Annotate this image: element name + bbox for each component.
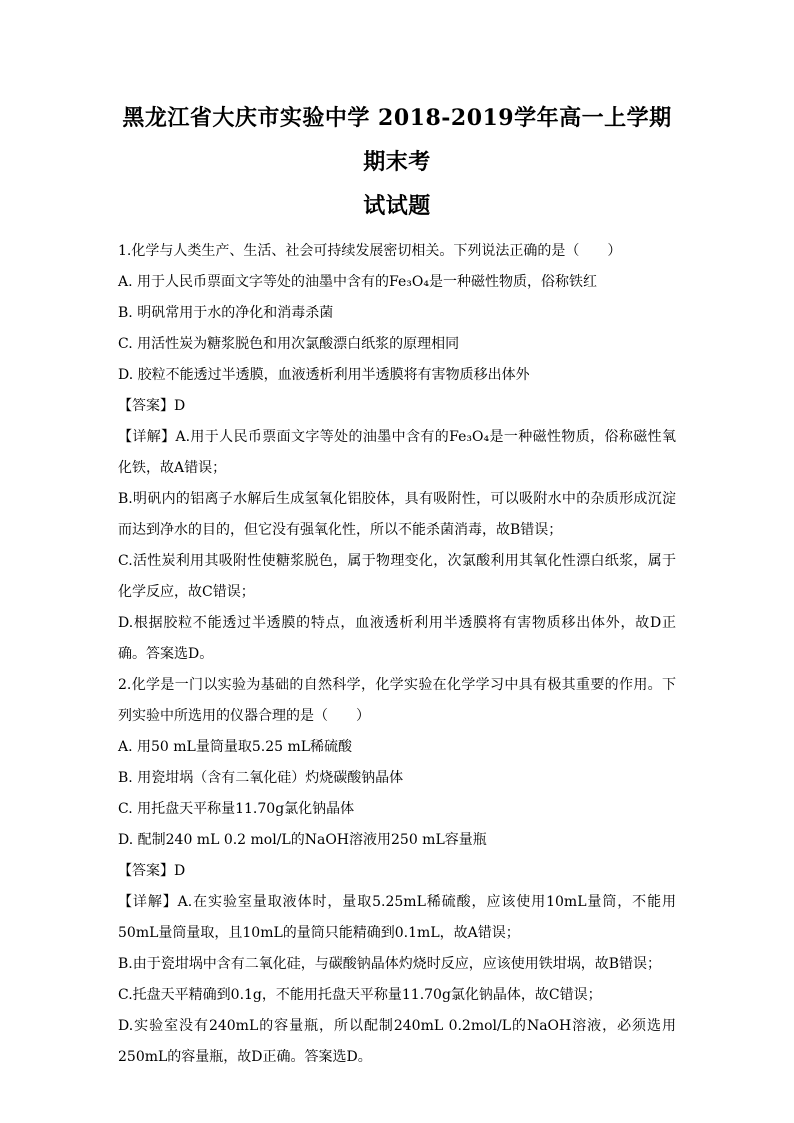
answer: 【答案】D: [118, 863, 186, 879]
question-stem: 2.化学是一门以实验为基础的自然科学，化学实验在化学学习中具有极其重要的作用。下列实验中所选用的仪器合理的是（ ）: [118, 677, 676, 724]
explanation-b: B.由于瓷坩埚中含有二氧化硅，与碳酸钠晶体灼烧时反应，应该使用铁坩埚，故B错误；: [118, 956, 662, 972]
option-a: A. 用50 mL量筒量取5.25 mL稀硫酸: [118, 739, 353, 755]
document-title: [118, 96, 676, 228]
question-stem: 1.化学与人类生产、生活、社会可持续发展密切相关。下列说法正确的是（ ）: [118, 243, 622, 259]
explanation-c: C.托盘天平精确到0.1g，不能用托盘天平称量11.70g氯化钠晶体，故C错误；: [118, 987, 602, 1003]
option-b: B. 用瓷坩埚（含有二氧化硅）灼烧碳酸钠晶体: [118, 770, 404, 786]
explanation-d: D.实验室没有240mL的容量瓶，所以配制240mL 0.2mol/L的NaOH溶液，必须选用250mL的容量瓶，故D正确。答案选D。: [118, 1018, 676, 1065]
option-a: A. 用于人民币票面文字等处的油墨中含有的Fe₃O₄是一种磁性物质，俗称铁红: [118, 274, 597, 290]
explanation-a: 【详解】A.在实验室量取液体时，量取5.25mL稀硫酸，应该使用10mL量筒，不能用50mL量筒量取，且10mL的量筒只能精确到0.1mL，故A错误；: [118, 894, 676, 941]
document-body: [118, 236, 676, 1073]
option-d: D. 胶粒不能透过半透膜，血液透析利用半透膜将有害物质移出体外: [118, 367, 530, 383]
explanation-c: C.活性炭利用其吸附性使糖浆脱色，属于物理变化，次氯酸利用其氧化性漂白纸浆，属于化学反应，故C错误；: [118, 553, 676, 600]
option-b: B. 明矾常用于水的净化和消毒杀菌: [118, 305, 334, 321]
option-c: C. 用托盘天平称量11.70g氯化钠晶体: [118, 801, 355, 817]
answer: 【答案】D: [118, 398, 186, 414]
question-2: [118, 670, 676, 1073]
option-d: D. 配制240 mL 0.2 mol/L的NaOH溶液用250 mL容量瓶: [118, 832, 487, 848]
option-c: C. 用活性炭为糖浆脱色和用次氯酸漂白纸浆的原理相同: [118, 336, 460, 352]
explanation-b: B.明矾内的铝离子水解后生成氢氧化铝胶体，具有吸附性，可以吸附水中的杂质形成沉淀而达到净水的目的，但它没有强氧化性，所以不能杀菌消毒，故B错误；: [118, 491, 676, 538]
question-1: [118, 236, 676, 670]
title-line-1: 黑龙江省大庆市实验中学 2018-2019学年高一上学期期末考: [122, 105, 672, 175]
title-line-2: 试试题: [363, 193, 431, 219]
explanation-a: 【详解】A.用于人民币票面文字等处的油墨中含有的Fe₃O₄是一种磁性物质，俗称磁性氧化铁，故A错误；: [118, 429, 676, 476]
explanation-d: D.根据胶粒不能透过半透膜的特点，血液透析利用半透膜将有害物质移出体外，故D正确。答案选D。: [118, 615, 676, 662]
